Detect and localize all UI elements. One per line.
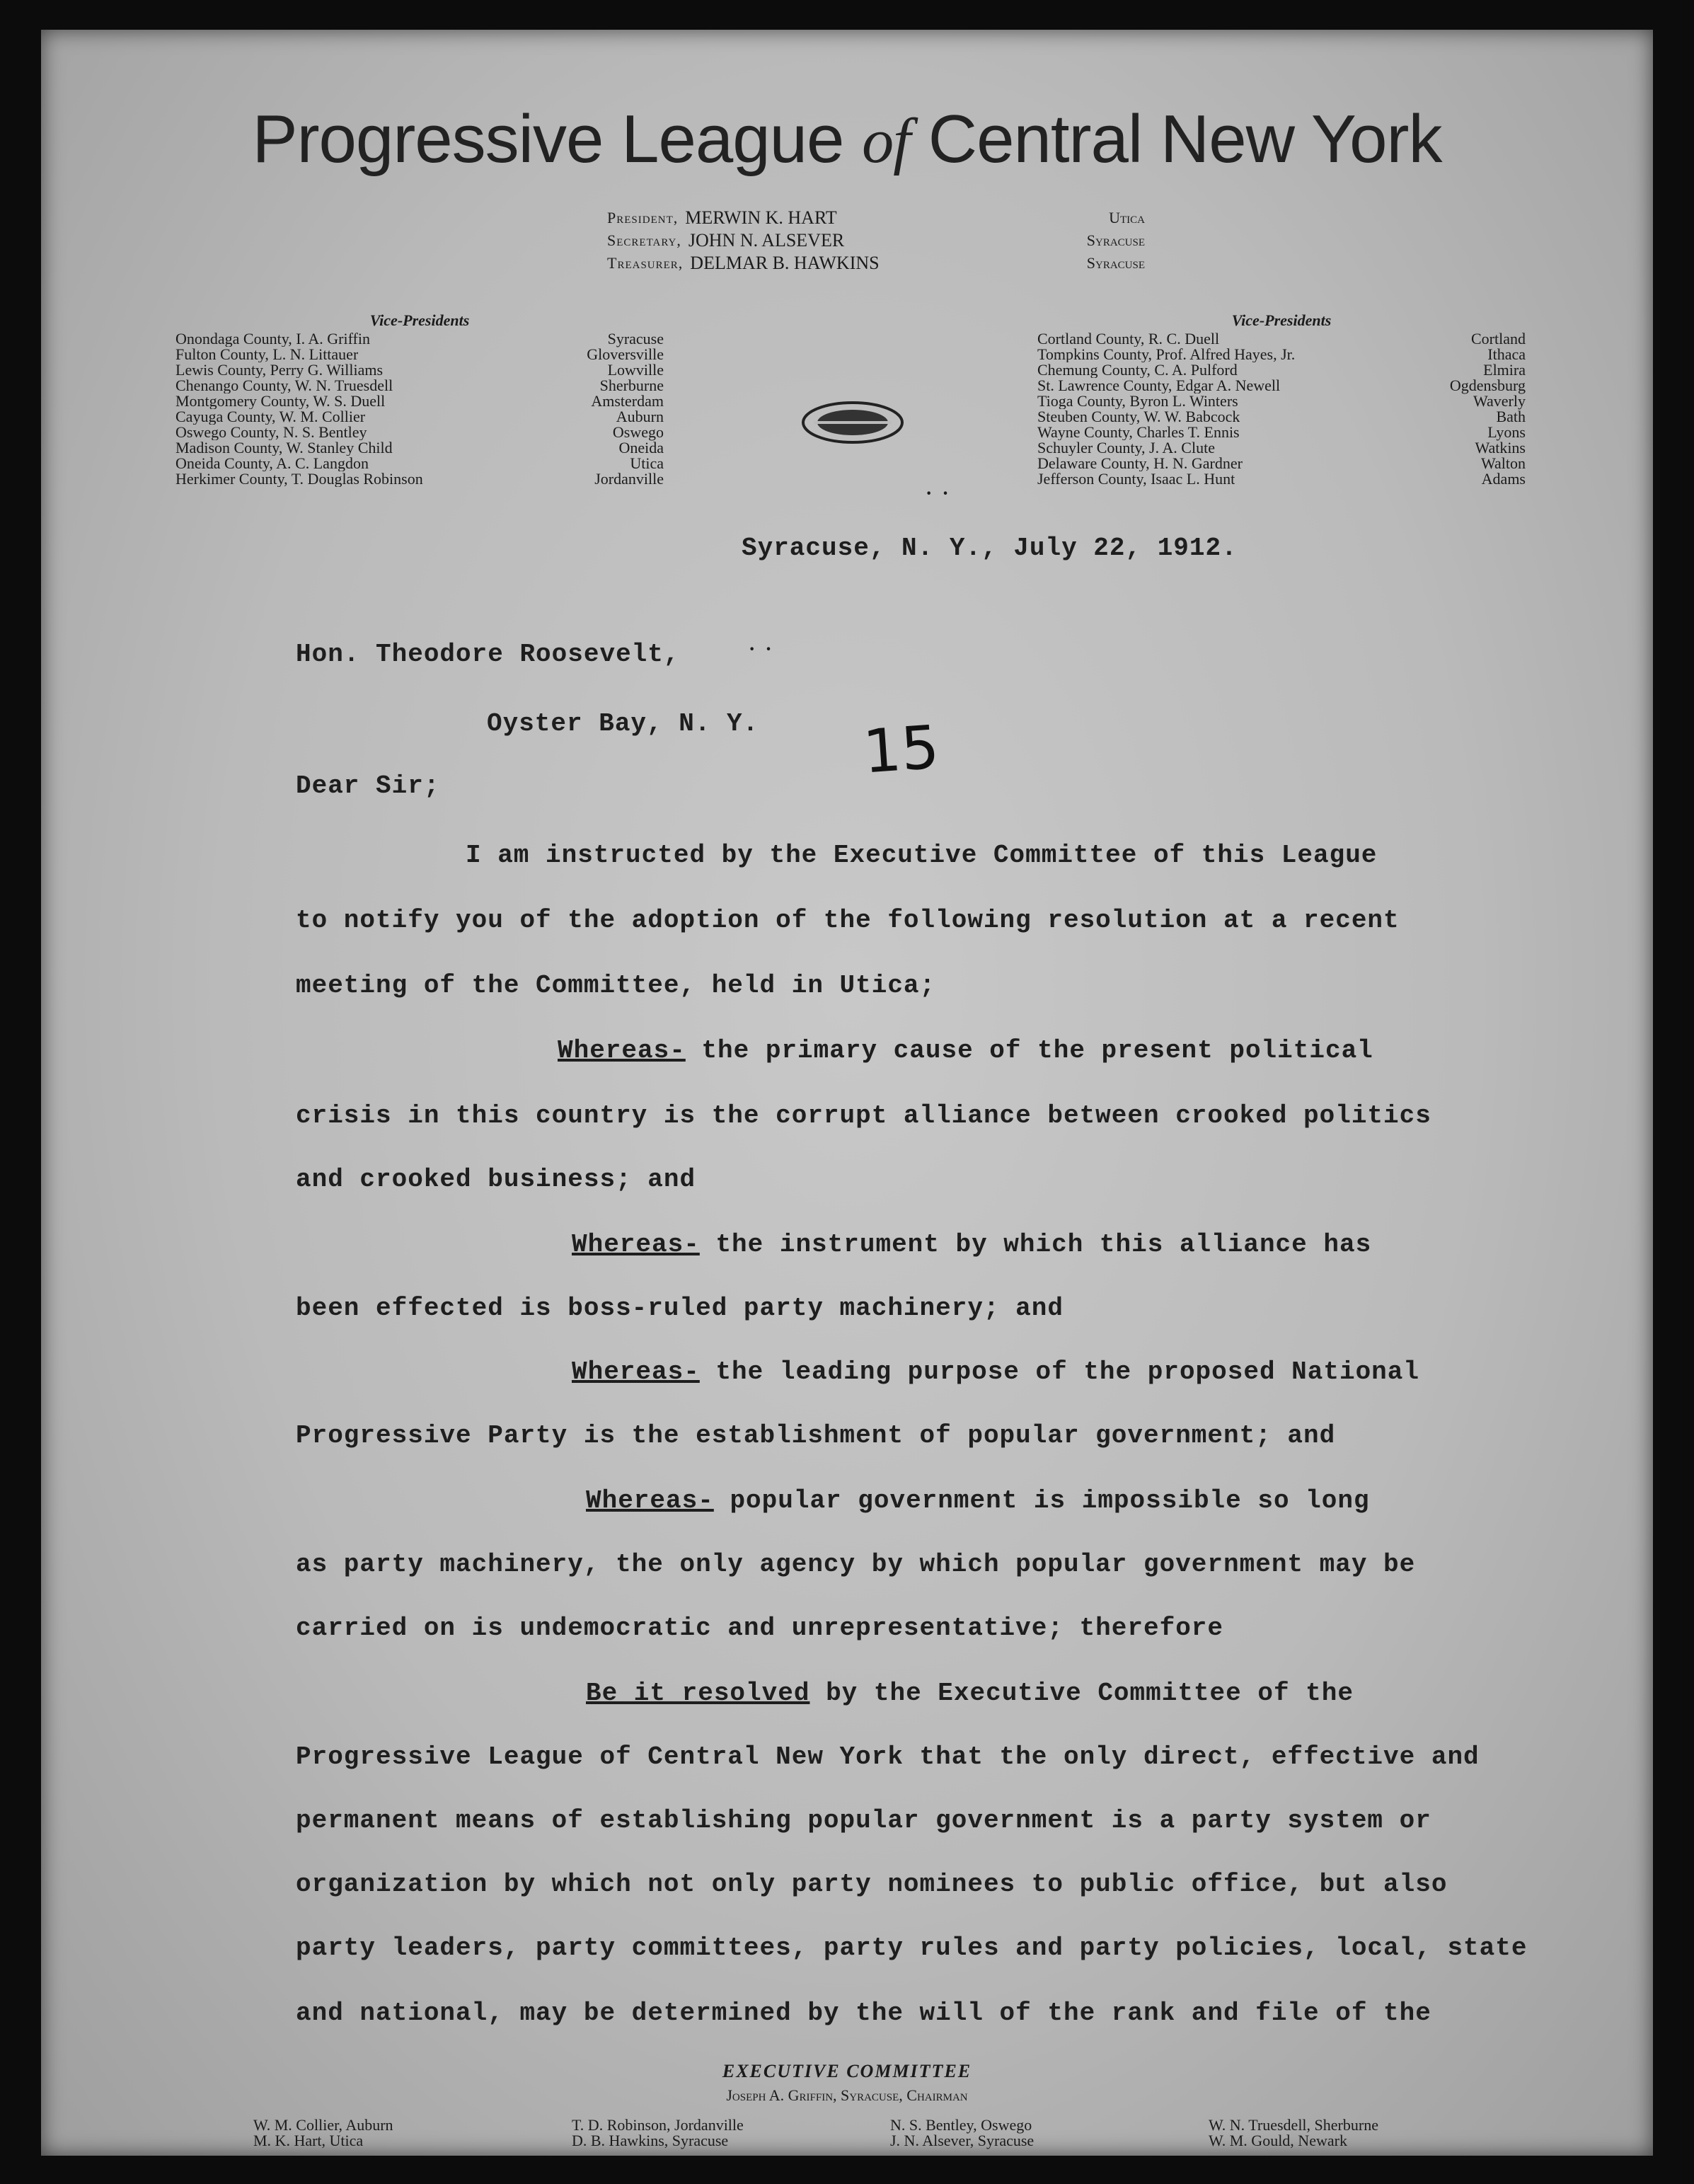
officer-name: MERWIN K. HART <box>685 207 837 228</box>
vice-president-town: Walton <box>1481 454 1526 472</box>
executive-member: W. N. Truesdell, Sherburne <box>1209 2116 1378 2134</box>
officer-name: JOHN N. ALSEVER <box>688 230 845 251</box>
executive-member: D. B. Hawkins, Syracuse <box>572 2132 729 2149</box>
stray-dots: · · <box>926 483 949 505</box>
vice-president-town: Elmira <box>1483 361 1526 379</box>
executive-member-column <box>890 2117 1209 2149</box>
body-line: the primary cause of the present political <box>701 1036 1373 1065</box>
body-line: the leading purpose of the proposed National <box>715 1357 1419 1386</box>
body-line: crisis in this country is the corrupt alliance between crooked politics <box>296 1101 1431 1130</box>
executive-member: M. K. Hart, Utica <box>253 2132 364 2149</box>
officer-role: Treasurer, <box>607 254 684 272</box>
vice-president-row <box>175 331 664 347</box>
vice-president-town: Oneida <box>618 439 664 456</box>
vice-president-row <box>175 347 664 362</box>
vice-president-row <box>1037 393 1526 409</box>
vice-president-town: Lyons <box>1487 423 1526 441</box>
vice-president-row <box>175 440 664 456</box>
whereas-clause-4 <box>586 1486 1370 1515</box>
vice-president-town: Jordanville <box>594 470 664 488</box>
officer-town: Utica <box>1109 209 1145 226</box>
executive-member: W. M. Collier, Auburn <box>253 2116 393 2134</box>
vice-presidents-left <box>175 313 664 487</box>
body-line: Progressive Party is the establishment of popular government; and <box>296 1421 1336 1450</box>
vice-president-row <box>175 393 664 409</box>
vice-president-name: Herkimer County, T. Douglas Robinson <box>175 471 423 487</box>
vice-president-row <box>175 362 664 378</box>
whereas-label: Whereas- <box>586 1486 714 1515</box>
officer-row <box>607 229 1145 252</box>
executive-member: J. N. Alsever, Syracuse <box>890 2132 1035 2149</box>
body-line: been effected is boss-ruled party machinery; and <box>296 1294 1064 1323</box>
vice-presidents-heading: Vice-Presidents <box>1231 311 1332 329</box>
vice-president-name: Madison County, W. Stanley Child <box>175 440 393 456</box>
vice-president-town: Ithaca <box>1487 345 1526 363</box>
executive-member: W. M. Gould, Newark <box>1209 2132 1347 2149</box>
vice-president-name: Delaware County, H. N. Gardner <box>1037 456 1243 471</box>
body-line: party leaders, party committees, party rules and party policies, local, state <box>296 1933 1528 1962</box>
vice-president-town: Bath <box>1496 408 1526 425</box>
vice-president-name: Chemung County, C. A. Pulford <box>1037 362 1238 378</box>
letterhead-title <box>41 100 1653 178</box>
executive-committee-chair: Joseph A. Griffin, Syracuse, Chairman <box>726 2086 968 2104</box>
vice-president-row <box>1037 331 1526 347</box>
executive-member-column <box>253 2117 572 2149</box>
whereas-label: Whereas- <box>572 1357 700 1386</box>
vice-president-town: Amsterdam <box>591 392 664 410</box>
vice-president-name: Wayne County, Charles T. Ennis <box>1037 425 1240 440</box>
vice-president-name: Tompkins County, Prof. Alfred Hayes, Jr. <box>1037 347 1296 362</box>
vice-president-town: Gloversville <box>587 345 664 363</box>
body-line: the instrument by which this alliance has <box>715 1230 1372 1259</box>
officer-role: Secretary, <box>607 231 681 249</box>
vice-president-town: Lowville <box>607 361 664 379</box>
body-line: and national, may be determined by the will of the rank and file of the <box>296 1999 1431 2028</box>
executive-members <box>253 2117 1527 2149</box>
vice-president-town: Ogdensburg <box>1449 377 1526 394</box>
vice-president-row <box>175 378 664 393</box>
vice-president-name: Onondaga County, I. A. Griffin <box>175 331 370 347</box>
executive-member-column <box>572 2117 890 2149</box>
vice-president-name: Chenango County, W. N. Truesdell <box>175 378 393 393</box>
stray-dots: · · <box>749 638 772 660</box>
executive-member-column <box>1209 2117 1527 2149</box>
officer-name: DELMAR B. HAWKINS <box>690 253 880 273</box>
vice-president-row <box>1037 378 1526 393</box>
resolved-label: Be it resolved <box>586 1679 810 1708</box>
vice-president-row <box>1037 456 1526 471</box>
officer-town: Syracuse <box>1086 231 1145 249</box>
executive-member: N. S. Bentley, Oswego <box>890 2116 1032 2134</box>
vice-president-name: Montgomery County, W. S. Duell <box>175 393 386 409</box>
handwritten-number: 15 <box>860 712 942 787</box>
body-line: popular government is impossible so long <box>730 1486 1370 1515</box>
vice-president-row <box>1037 425 1526 440</box>
whereas-clause-3 <box>572 1357 1419 1386</box>
body-line: Progressive League of Central New York that the only direct, effective and <box>296 1742 1480 1771</box>
officer-town: Syracuse <box>1086 254 1145 272</box>
vice-president-town: Sherburne <box>599 377 664 394</box>
vice-president-name: St. Lawrence County, Edgar A. Newell <box>1037 378 1281 393</box>
vice-president-row <box>175 471 664 487</box>
address: Oyster Bay, N. Y. <box>487 709 759 738</box>
vice-president-town: Oswego <box>612 423 664 441</box>
vice-president-row <box>1037 347 1526 362</box>
body-line: organization by which not only party nominees to public office, but also <box>296 1870 1448 1899</box>
body-line: and crooked business; and <box>296 1165 696 1194</box>
whereas-clause-1 <box>558 1036 1373 1065</box>
title-part-1: Progressive League <box>252 101 844 177</box>
whereas-label: Whereas- <box>558 1036 686 1065</box>
dateline: Syracuse, N. Y., July 22, 1912. <box>742 534 1238 563</box>
vice-president-name: Steuben County, W. W. Babcock <box>1037 409 1240 425</box>
body-line: carried on is undemocratic and unrepresentative; therefore <box>296 1614 1224 1643</box>
addressee: Hon. Theodore Roosevelt, <box>296 640 680 669</box>
executive-committee <box>41 2061 1653 2105</box>
vice-president-row <box>175 409 664 425</box>
vice-president-name: Oswego County, N. S. Bentley <box>175 425 367 440</box>
body-line: by the Executive Committee of the <box>826 1679 1354 1708</box>
vice-president-name: Fulton County, L. N. Littauer <box>175 347 359 362</box>
vice-president-town: Syracuse <box>607 330 664 347</box>
vice-president-row <box>175 456 664 471</box>
vice-president-town: Utica <box>630 454 664 472</box>
vice-president-name: Schuyler County, J. A. Clute <box>1037 440 1215 456</box>
vice-president-town: Cortland <box>1471 330 1526 347</box>
whereas-clause-2 <box>572 1230 1371 1259</box>
officer-row <box>607 207 1145 229</box>
vice-president-name: Cayuga County, W. M. Collier <box>175 409 366 425</box>
vice-president-town: Auburn <box>616 408 664 425</box>
vice-president-row <box>1037 471 1526 487</box>
body-line: to notify you of the adoption of the following resolution at a recent <box>296 906 1400 935</box>
executive-member: T. D. Robinson, Jordanville <box>572 2116 744 2134</box>
officer-row <box>607 252 1145 275</box>
vice-president-name: Lewis County, Perry G. Williams <box>175 362 384 378</box>
body-line: as party machinery, the only agency by which popular government may be <box>296 1550 1416 1579</box>
vice-president-row <box>1037 362 1526 378</box>
salutation: Dear Sir; <box>296 771 440 800</box>
vice-president-town: Adams <box>1481 470 1526 488</box>
vice-presidents-heading: Vice-Presidents <box>369 311 470 329</box>
vice-president-name: Oneida County, A. C. Langdon <box>175 456 369 471</box>
vice-president-name: Cortland County, R. C. Duell <box>1037 331 1220 347</box>
vice-president-row <box>1037 409 1526 425</box>
vice-president-row <box>175 425 664 440</box>
vice-president-town: Watkins <box>1475 439 1526 456</box>
whereas-label: Whereas- <box>572 1230 700 1259</box>
letter-page <box>41 30 1653 2156</box>
officer-role: President, <box>607 209 679 226</box>
vice-presidents-right <box>1037 313 1526 487</box>
title-part-2: Central New York <box>928 101 1442 177</box>
vice-president-name: Tioga County, Byron L. Winters <box>1037 393 1238 409</box>
executive-committee-title: EXECUTIVE COMMITTEE <box>722 2061 972 2081</box>
title-of: of <box>862 106 911 176</box>
vice-president-town: Waverly <box>1473 392 1526 410</box>
vice-president-name: Jefferson County, Isaac L. Hunt <box>1037 471 1235 487</box>
body-line: I am instructed by the Executive Committee of this League <box>466 841 1378 870</box>
body-line: permanent means of establishing popular government is a party system or <box>296 1806 1431 1835</box>
officers-list <box>607 207 1145 275</box>
league-emblem-icon <box>800 398 906 447</box>
resolved-clause <box>586 1679 1354 1708</box>
vice-president-row <box>1037 440 1526 456</box>
body-line: meeting of the Committee, held in Utica; <box>296 971 936 1000</box>
